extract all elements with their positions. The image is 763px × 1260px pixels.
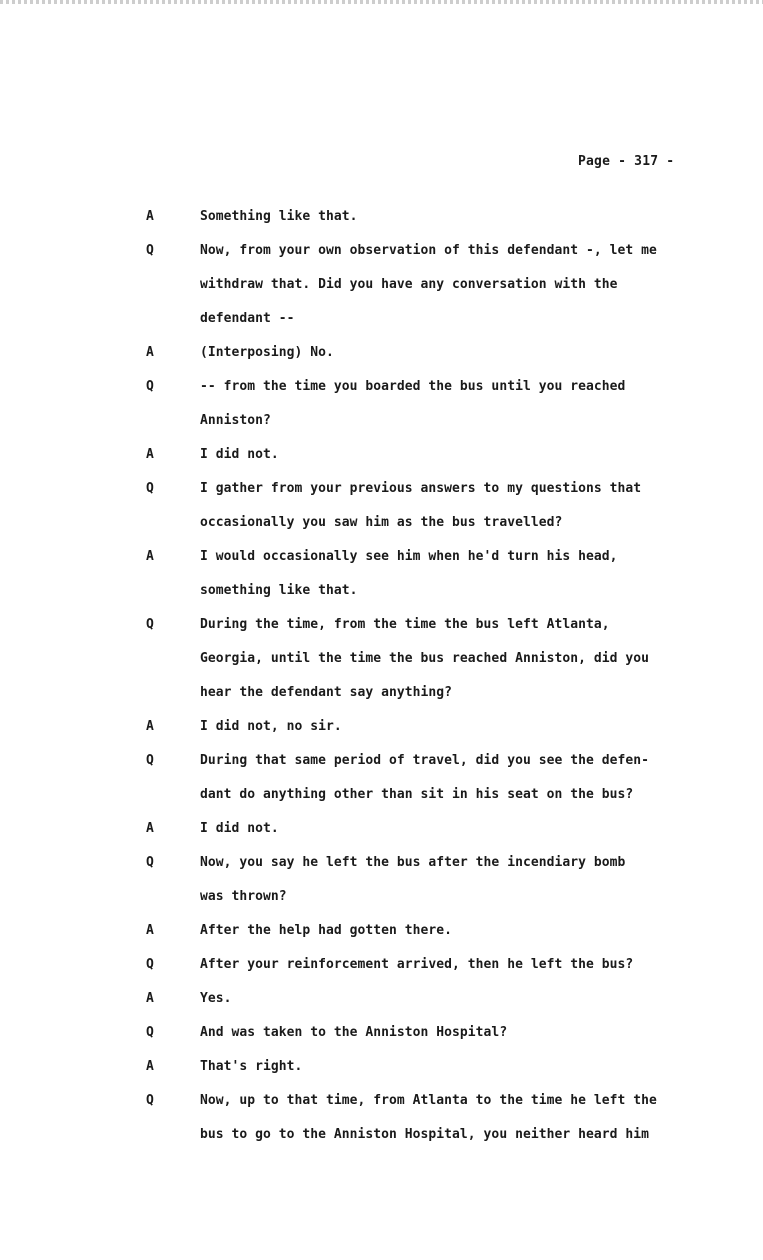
transcript-line: And was taken to the Anniston Hospital? xyxy=(200,1025,508,1040)
speaker-label: Q xyxy=(146,379,154,394)
transcript-body xyxy=(0,204,763,1156)
speaker-label: A xyxy=(146,719,154,734)
answer-entry xyxy=(0,1054,763,1079)
transcript-line: After the help had gotten there. xyxy=(200,923,453,938)
transcript-line: I did not. xyxy=(200,821,279,836)
transcript-line: something like that. xyxy=(200,583,358,598)
question-entry xyxy=(0,1020,763,1045)
answer-entry xyxy=(0,442,763,467)
transcript-line: Now, from your own observation of this defendant -, let me xyxy=(200,243,657,258)
transcript-line: was thrown? xyxy=(200,889,287,904)
transcript-line: defendant -- xyxy=(200,311,295,326)
speaker-label: A xyxy=(146,1059,154,1074)
transcript-line: I did not. xyxy=(200,447,279,462)
transcript-line: hear the defendant say anything? xyxy=(200,685,453,700)
speaker-label: Q xyxy=(146,957,154,972)
speaker-label: Q xyxy=(146,753,154,768)
answer-entry xyxy=(0,544,763,603)
transcript-line: occasionally you saw him as the bus travelled? xyxy=(200,515,563,530)
speaker-label: Q xyxy=(146,481,154,496)
speaker-label: Q xyxy=(146,243,154,258)
transcript-line: During that same period of travel, did you see the defen- xyxy=(200,753,649,768)
transcript-line: withdraw that. Did you have any conversation with the xyxy=(200,277,618,292)
question-entry xyxy=(0,612,763,705)
speaker-label: Q xyxy=(146,1093,154,1108)
transcript-line: Now, up to that time, from Atlanta to the time he left the xyxy=(200,1093,657,1108)
speaker-label: Q xyxy=(146,1025,154,1040)
answer-entry xyxy=(0,204,763,229)
speaker-label: A xyxy=(146,991,154,1006)
transcript-line: Yes. xyxy=(200,991,232,1006)
question-entry xyxy=(0,374,763,433)
transcript-line: Something like that. xyxy=(200,209,358,224)
speaker-label: A xyxy=(146,821,154,836)
transcript-line: After your reinforcement arrived, then he left the bus? xyxy=(200,957,634,972)
speaker-label: A xyxy=(146,447,154,462)
transcript-line: That's right. xyxy=(200,1059,303,1074)
speaker-label: A xyxy=(146,345,154,360)
transcript-line: dant do anything other than sit in his seat on the bus? xyxy=(200,787,634,802)
transcript-line: Now, you say he left the bus after the incendiary bomb xyxy=(200,855,626,870)
answer-entry xyxy=(0,340,763,365)
transcript-line: I did not, no sir. xyxy=(200,719,342,734)
question-entry xyxy=(0,476,763,535)
transcript-line: bus to go to the Anniston Hospital, you neither heard him xyxy=(200,1127,649,1142)
question-entry xyxy=(0,850,763,909)
question-entry xyxy=(0,238,763,331)
transcript-line: (Interposing) No. xyxy=(200,345,334,360)
transcript-line: -- from the time you boarded the bus until you reached xyxy=(200,379,626,394)
question-entry xyxy=(0,1088,763,1147)
transcript-line: During the time, from the time the bus left Atlanta, xyxy=(200,617,610,632)
speaker-label: A xyxy=(146,549,154,564)
page-number: Page - 317 - xyxy=(578,154,675,169)
transcript-line: Anniston? xyxy=(200,413,271,428)
scan-top-edge xyxy=(0,0,763,4)
answer-entry xyxy=(0,816,763,841)
speaker-label: A xyxy=(146,209,154,224)
question-entry xyxy=(0,748,763,807)
answer-entry xyxy=(0,986,763,1011)
answer-entry xyxy=(0,918,763,943)
transcript-line: Georgia, until the time the bus reached Anniston, did you xyxy=(200,651,649,666)
transcript-line: I gather from your previous answers to my questions that xyxy=(200,481,642,496)
speaker-label: Q xyxy=(146,855,154,870)
transcript-line: I would occasionally see him when he'd turn his head, xyxy=(200,549,618,564)
answer-entry xyxy=(0,714,763,739)
speaker-label: Q xyxy=(146,617,154,632)
question-entry xyxy=(0,952,763,977)
speaker-label: A xyxy=(146,923,154,938)
